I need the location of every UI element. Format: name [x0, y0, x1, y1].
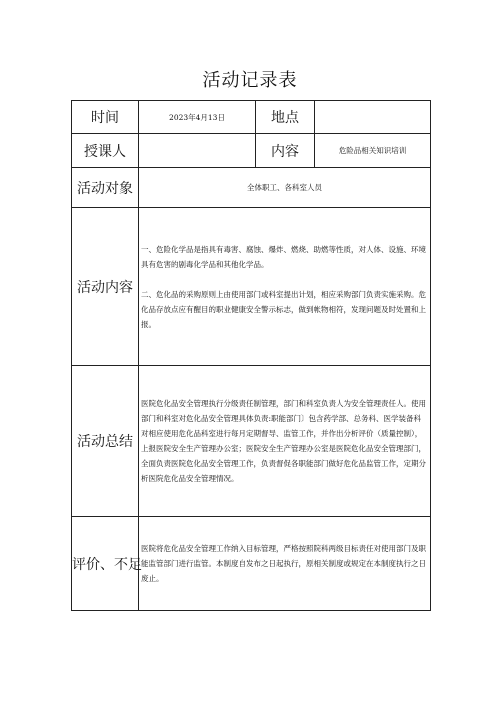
- audience-value: 全体职工、各科室人员: [139, 168, 431, 208]
- activity-content-row: [72, 208, 431, 366]
- summary-row: [72, 366, 431, 517]
- audience-row: [72, 168, 431, 208]
- lecturer-label: 授课人: [72, 134, 139, 168]
- activity-record-table: [71, 100, 431, 611]
- time-location-row: [72, 101, 431, 134]
- content-paragraph-2: 二、危化品的采购原则上由使用部门或科室提出计划，相应采购部门负责实施采购。危化品存放点应有醒目的职业健康安全警示标志，做到帐物相符，发现问题及时处置和上报。: [141, 289, 426, 329]
- lecturer-content-row: [72, 134, 431, 168]
- activity-content-label: 活动内容: [72, 208, 139, 366]
- content-value: 危险品相关知识培训: [315, 134, 431, 168]
- summary-label: 活动总结: [72, 366, 139, 517]
- evaluation-label: 评价、不足: [72, 517, 139, 611]
- evaluation-row: [72, 517, 431, 611]
- summary-text: 医院危化品安全管理执行分级责任制管理，部门和科室负责人为安全管理责任人。使用部门和科室对危化品安全管理具体负责:职能部门〕包含药学部、总务科、医学装备科对相应使用危化品科室进行每月定期督导、监管工作，并作出分析评价（质量控制），上报医院安全生产管理办公室；医院安全生产管理办公室是医院危化品安全管理部门，全面负责医院危化品安全管理工作，负责督促各职能部门做好危化品监管工作，定期分析医院危化品安全管理情况。: [139, 366, 431, 517]
- evaluation-text: 医院将危化品安全管理工作纳入目标管理，严格按照院科两级目标责任对使用部门及职能监管部门进行监管。本制度自发布之日起执行，原相关制度或规定在本制度执行之日废止。: [139, 517, 431, 611]
- content-label: 内容: [256, 134, 315, 168]
- audience-label: 活动对象: [72, 168, 139, 208]
- time-label: 时间: [72, 101, 139, 134]
- location-value: [315, 101, 431, 134]
- time-value: 2023年4月13日: [139, 101, 256, 134]
- form-title: 活动记录表: [202, 70, 298, 91]
- location-label: 地点: [256, 101, 315, 134]
- lecturer-value: [139, 134, 256, 168]
- activity-content-text: [139, 208, 431, 366]
- content-paragraph-1: 一、危险化学品是指具有毒害、腐蚀、爆炸、燃烧、助燃等性质，对人体、设施、环境具有危害的剧毒化学品和其他化学品。: [141, 244, 426, 269]
